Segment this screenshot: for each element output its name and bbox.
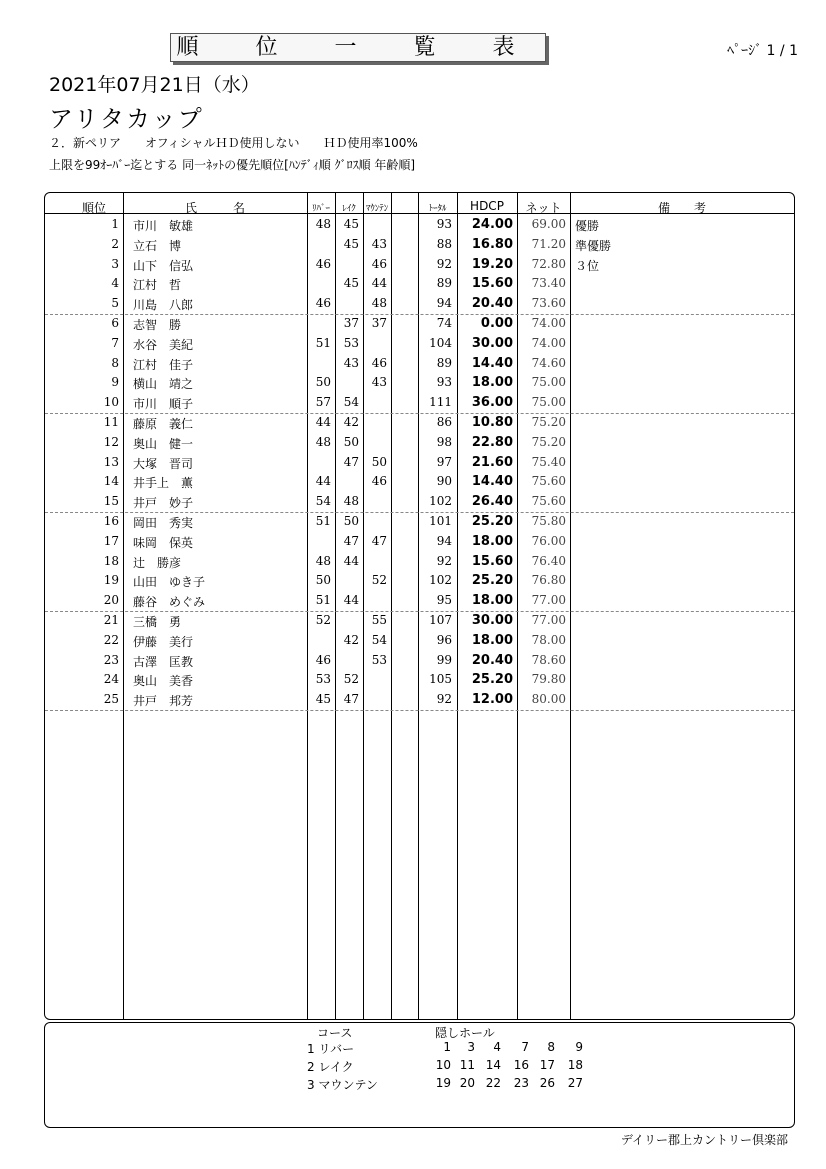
cell-total: 93: [436, 217, 452, 231]
cell-river: 48: [315, 217, 331, 231]
cell-mountain: 52: [371, 573, 387, 588]
cell-mountain: 46: [371, 256, 387, 271]
cell-river: 50: [315, 375, 331, 390]
table-row: [45, 334, 794, 354]
cell-river: 46: [315, 652, 331, 667]
cell-river: 45: [315, 692, 331, 707]
header-total: ﾄｰﾀﾙ: [428, 204, 447, 214]
cell-net: 78.60: [531, 652, 566, 667]
table-row: [45, 591, 794, 612]
cell-lake: 52: [343, 672, 359, 687]
page-title: 順 位 一 覧 表: [170, 33, 546, 62]
cell-mountain: 50: [371, 454, 387, 469]
cell-lake: 37: [343, 316, 359, 330]
cell-hdcp: 30.00: [471, 335, 513, 351]
cell-rank: 19: [103, 573, 119, 588]
table-row: [45, 274, 794, 294]
table-row: [45, 690, 794, 711]
rule-line-2: 上限を99ｵｰﾊﾞｰ迄とする 同一ﾈｯﾄの優先順位[ﾊﾝﾃﾞｨ順 ｸﾞﾛｽ順 年齢順]: [49, 158, 416, 172]
cell-total: 107: [429, 613, 452, 627]
cell-name: 井戸 妙子: [133, 496, 194, 511]
cell-name: 江村 佳子: [133, 357, 194, 372]
cell-lake: 45: [343, 217, 359, 231]
cell-mountain: 44: [371, 276, 387, 291]
hidden-hole-number: 8: [547, 1040, 555, 1054]
cell-name: 大塚 晋司: [133, 456, 194, 471]
table-row: [45, 492, 794, 513]
cell-net: 75.00: [531, 375, 566, 390]
cell-river: 51: [315, 514, 331, 528]
cell-net: 76.00: [531, 533, 566, 548]
cell-mountain: 43: [371, 375, 387, 390]
cell-total: 111: [429, 395, 452, 410]
hidden-hole-number: 3: [467, 1040, 475, 1054]
cell-net: 75.20: [531, 434, 566, 449]
cell-net: 75.80: [531, 514, 566, 528]
table-row: [45, 235, 794, 255]
table-row: [45, 215, 794, 235]
hidden-hole-number: 18: [567, 1058, 583, 1072]
hidden-hole-number: 27: [567, 1076, 583, 1090]
cell-river: 54: [315, 494, 331, 509]
cell-rank: 8: [111, 355, 119, 370]
table-row: [45, 433, 794, 453]
table-row: [45, 393, 794, 414]
table-row: [45, 314, 794, 334]
cell-lake: 50: [343, 434, 359, 449]
header-name: 氏 名: [184, 201, 245, 215]
cell-mountain: 43: [371, 236, 387, 251]
cell-name: 江村 哲: [133, 278, 182, 293]
cell-mountain: 53: [371, 652, 387, 667]
cell-total: 99: [436, 652, 452, 667]
cell-river: 52: [315, 613, 331, 627]
cell-total: 95: [436, 593, 452, 608]
cell-hdcp: 18.00: [471, 593, 513, 609]
cell-total: 98: [436, 434, 452, 449]
cell-total: 96: [436, 632, 452, 647]
results-table: [44, 192, 795, 1020]
cell-rank: 7: [111, 335, 119, 350]
cell-hdcp: 14.40: [471, 355, 513, 371]
cell-mountain: 37: [371, 316, 387, 330]
cell-rank: 6: [111, 316, 119, 330]
course-name: 2 レイク: [307, 1060, 354, 1074]
cell-rank: 18: [103, 553, 119, 568]
cell-hdcp: 19.20: [471, 256, 513, 272]
cell-mountain: 47: [371, 533, 387, 548]
cell-net: 74.60: [531, 355, 566, 370]
cell-rank: 21: [103, 613, 119, 627]
hidden-hole-number: 9: [575, 1040, 583, 1054]
cell-lake: 53: [343, 335, 359, 350]
cell-rank: 5: [111, 296, 119, 311]
cell-rank: 20: [103, 593, 119, 608]
hidden-hole-number: 16: [513, 1058, 529, 1072]
table-row: [45, 354, 794, 374]
header-river: ﾘﾊﾞｰ: [311, 204, 330, 214]
cell-lake: 47: [343, 533, 359, 548]
cell-name: 川島 八郎: [133, 298, 194, 313]
table-row: [45, 373, 794, 393]
cell-hdcp: 26.40: [471, 494, 513, 510]
cell-rank: 3: [111, 256, 119, 271]
course-name: 1 リバー: [307, 1042, 355, 1056]
cell-lake: 44: [343, 593, 359, 608]
cell-name: 井戸 邦芳: [133, 694, 194, 709]
cell-net: 75.00: [531, 395, 566, 410]
cell-name: 味岡 保英: [133, 535, 194, 550]
cell-rank: 15: [103, 494, 119, 509]
cell-net: 71.20: [531, 236, 566, 251]
cell-net: 77.00: [531, 613, 566, 627]
cell-hdcp: 10.80: [471, 415, 513, 430]
cell-mountain: 55: [371, 613, 387, 627]
cell-total: 90: [436, 474, 452, 489]
cell-lake: 42: [343, 415, 359, 429]
cell-hdcp: 21.60: [471, 454, 513, 470]
cell-hdcp: 18.00: [471, 533, 513, 549]
cell-net: 80.00: [531, 692, 566, 707]
hidden-holes-box: [44, 1022, 795, 1128]
cell-total: 105: [429, 672, 452, 687]
cell-name: 井手上 薫: [133, 476, 194, 491]
course-label: コース: [317, 1026, 353, 1040]
cell-total: 97: [436, 454, 452, 469]
table-row: [45, 631, 794, 651]
hidden-hole-number: 4: [493, 1040, 501, 1054]
hidden-hole-number: 19: [435, 1076, 451, 1090]
cell-river: 51: [315, 335, 331, 350]
cell-hdcp: 18.00: [471, 632, 513, 648]
cell-total: 92: [436, 256, 452, 271]
table-row: [45, 294, 794, 315]
cell-name: 山下 信弘: [133, 258, 194, 273]
table-row: [45, 651, 794, 671]
hidden-holes-label: 隠しホール: [435, 1026, 495, 1040]
cell-hdcp: 24.00: [471, 217, 513, 232]
cell-net: 74.00: [531, 335, 566, 350]
cell-lake: 45: [343, 276, 359, 291]
cell-hdcp: 15.60: [471, 553, 513, 569]
header-net: ネット: [525, 201, 562, 215]
hidden-hole-number: 17: [539, 1058, 555, 1072]
header-remarks: 備 考: [657, 201, 706, 215]
header-mountain: ﾏｳﾝﾃﾝ: [365, 204, 389, 214]
cell-rank: 9: [111, 375, 119, 390]
cell-hdcp: 20.40: [471, 296, 513, 312]
cell-lake: 50: [343, 514, 359, 528]
cell-total: 102: [429, 494, 452, 509]
cell-rank: 4: [111, 276, 119, 291]
cell-hdcp: 16.80: [471, 236, 513, 252]
rule-line-1: ２．新ペリア オフィシャルＨＤ使用しない ＨＤ使用率100%: [49, 136, 418, 150]
cell-name: 辻 勝彦: [133, 555, 182, 570]
cell-river: 44: [315, 474, 331, 489]
cell-total: 101: [429, 514, 452, 528]
cell-river: 48: [315, 434, 331, 449]
cell-name: 山田 ゆき子: [133, 575, 206, 590]
cell-rank: 1: [111, 217, 119, 231]
cell-name: 岡田 秀実: [133, 516, 194, 530]
cell-total: 89: [436, 355, 452, 370]
cell-hdcp: 12.00: [471, 692, 513, 708]
cell-net: 75.60: [531, 474, 566, 489]
cell-name: 藤原 義仁: [133, 417, 194, 431]
cell-net: 73.40: [531, 276, 566, 291]
cell-river: 53: [315, 672, 331, 687]
cell-lake: 42: [343, 632, 359, 647]
cell-name: 古澤 匡教: [133, 654, 194, 669]
cell-rank: 23: [103, 652, 119, 667]
cell-hdcp: 14.40: [471, 474, 513, 490]
hidden-hole-number: 14: [485, 1058, 501, 1072]
hidden-hole-number: 26: [539, 1076, 555, 1090]
cell-total: 88: [436, 236, 452, 251]
cell-mountain: 54: [371, 632, 387, 647]
cell-hdcp: 30.00: [471, 613, 513, 628]
cell-name: 横山 靖之: [133, 377, 194, 392]
cell-rank: 10: [103, 395, 119, 410]
cell-total: 89: [436, 276, 452, 291]
cell-name: 藤谷 めぐみ: [133, 595, 206, 610]
cell-river: 48: [315, 553, 331, 568]
hidden-hole-number: 10: [435, 1058, 451, 1072]
cell-hdcp: 15.60: [471, 276, 513, 292]
cell-hdcp: 18.00: [471, 375, 513, 391]
header-rank: 順位: [81, 201, 106, 215]
cell-name: 志智 勝: [133, 318, 182, 332]
cell-rank: 25: [103, 692, 119, 707]
table-row: [45, 472, 794, 492]
table-row: [45, 552, 794, 572]
cell-total: 86: [436, 415, 452, 429]
cell-rank: 14: [103, 474, 119, 489]
cell-total: 104: [429, 335, 452, 350]
course-name: 3 マウンテン: [307, 1078, 378, 1092]
hidden-hole-number: 22: [485, 1076, 501, 1090]
cell-hdcp: 25.20: [471, 573, 513, 589]
club-name: デイリー郡上カントリー倶楽部: [620, 1133, 788, 1147]
cell-remark: 優勝: [575, 219, 600, 233]
cell-net: 79.80: [531, 672, 566, 687]
table-row: [45, 413, 794, 433]
cell-river: 44: [315, 415, 331, 429]
cell-lake: 43: [343, 355, 359, 370]
page-number: ﾍﾟｰｼﾞ 1 / 1: [727, 43, 798, 59]
cell-name: 市川 順子: [133, 397, 194, 412]
event-date: 2021年07月21日（水）: [49, 74, 260, 96]
cell-net: 72.80: [531, 256, 566, 271]
cell-total: 102: [429, 573, 452, 588]
cell-rank: 24: [103, 672, 119, 687]
cell-river: 51: [315, 593, 331, 608]
table-row: [45, 571, 794, 591]
table-row: [45, 611, 794, 631]
cell-rank: 17: [103, 533, 119, 548]
header-lake: ﾚｲｸ: [342, 204, 356, 214]
cell-mountain: 48: [371, 296, 387, 311]
competition-name: アリタカップ: [49, 105, 204, 133]
cell-total: 94: [436, 296, 452, 311]
cell-hdcp: 20.40: [471, 652, 513, 668]
cell-rank: 16: [103, 514, 119, 528]
cell-net: 74.00: [531, 316, 566, 330]
cell-net: 76.40: [531, 553, 566, 568]
cell-name: 立石 博: [133, 238, 182, 253]
table-row: [45, 512, 794, 532]
cell-rank: 12: [103, 434, 119, 449]
cell-net: 69.00: [531, 217, 566, 231]
cell-name: 奥山 美香: [133, 674, 194, 689]
cell-mountain: 46: [371, 355, 387, 370]
hidden-hole-number: 7: [521, 1040, 529, 1054]
cell-total: 94: [436, 533, 452, 548]
cell-net: 75.60: [531, 494, 566, 509]
cell-lake: 47: [343, 692, 359, 707]
hidden-hole-number: 1: [443, 1040, 451, 1054]
hidden-hole-number: 23: [513, 1076, 529, 1090]
table-row: [45, 255, 794, 275]
cell-net: 77.00: [531, 593, 566, 608]
cell-net: 73.60: [531, 296, 566, 311]
table-row: [45, 453, 794, 473]
cell-mountain: 46: [371, 474, 387, 489]
cell-name: 伊藤 美行: [133, 634, 194, 649]
table-row: [45, 532, 794, 552]
cell-river: 46: [315, 256, 331, 271]
cell-lake: 48: [343, 494, 359, 509]
cell-net: 75.20: [531, 415, 566, 429]
cell-hdcp: 0.00: [480, 316, 513, 331]
cell-river: 57: [315, 395, 331, 410]
cell-lake: 44: [343, 553, 359, 568]
cell-hdcp: 25.20: [471, 672, 513, 688]
cell-rank: 2: [111, 236, 119, 251]
cell-net: 78.00: [531, 632, 566, 647]
cell-name: 奥山 健一: [133, 436, 194, 451]
cell-total: 93: [436, 375, 452, 390]
hidden-hole-number: 20: [459, 1076, 475, 1090]
cell-lake: 45: [343, 236, 359, 251]
cell-total: 92: [436, 692, 452, 707]
cell-rank: 22: [103, 632, 119, 647]
hidden-hole-number: 11: [459, 1058, 475, 1072]
cell-name: 市川 敏雄: [133, 219, 194, 233]
cell-net: 75.40: [531, 454, 566, 469]
table-row: [45, 670, 794, 690]
cell-name: 三橋 勇: [133, 615, 182, 629]
cell-rank: 13: [103, 454, 119, 469]
header-hdcp: HDCP: [470, 199, 504, 213]
cell-name: 水谷 美紀: [133, 337, 194, 352]
cell-remark: 準優勝: [575, 238, 612, 253]
cell-net: 76.80: [531, 573, 566, 588]
cell-river: 50: [315, 573, 331, 588]
cell-remark: ３位: [575, 258, 600, 273]
cell-river: 46: [315, 296, 331, 311]
cell-lake: 47: [343, 454, 359, 469]
cell-lake: 54: [343, 395, 359, 410]
cell-hdcp: 25.20: [471, 514, 513, 529]
cell-hdcp: 22.80: [471, 434, 513, 450]
cell-rank: 11: [103, 415, 119, 429]
cell-total: 92: [436, 553, 452, 568]
cell-total: 74: [436, 316, 452, 330]
cell-hdcp: 36.00: [471, 395, 513, 411]
